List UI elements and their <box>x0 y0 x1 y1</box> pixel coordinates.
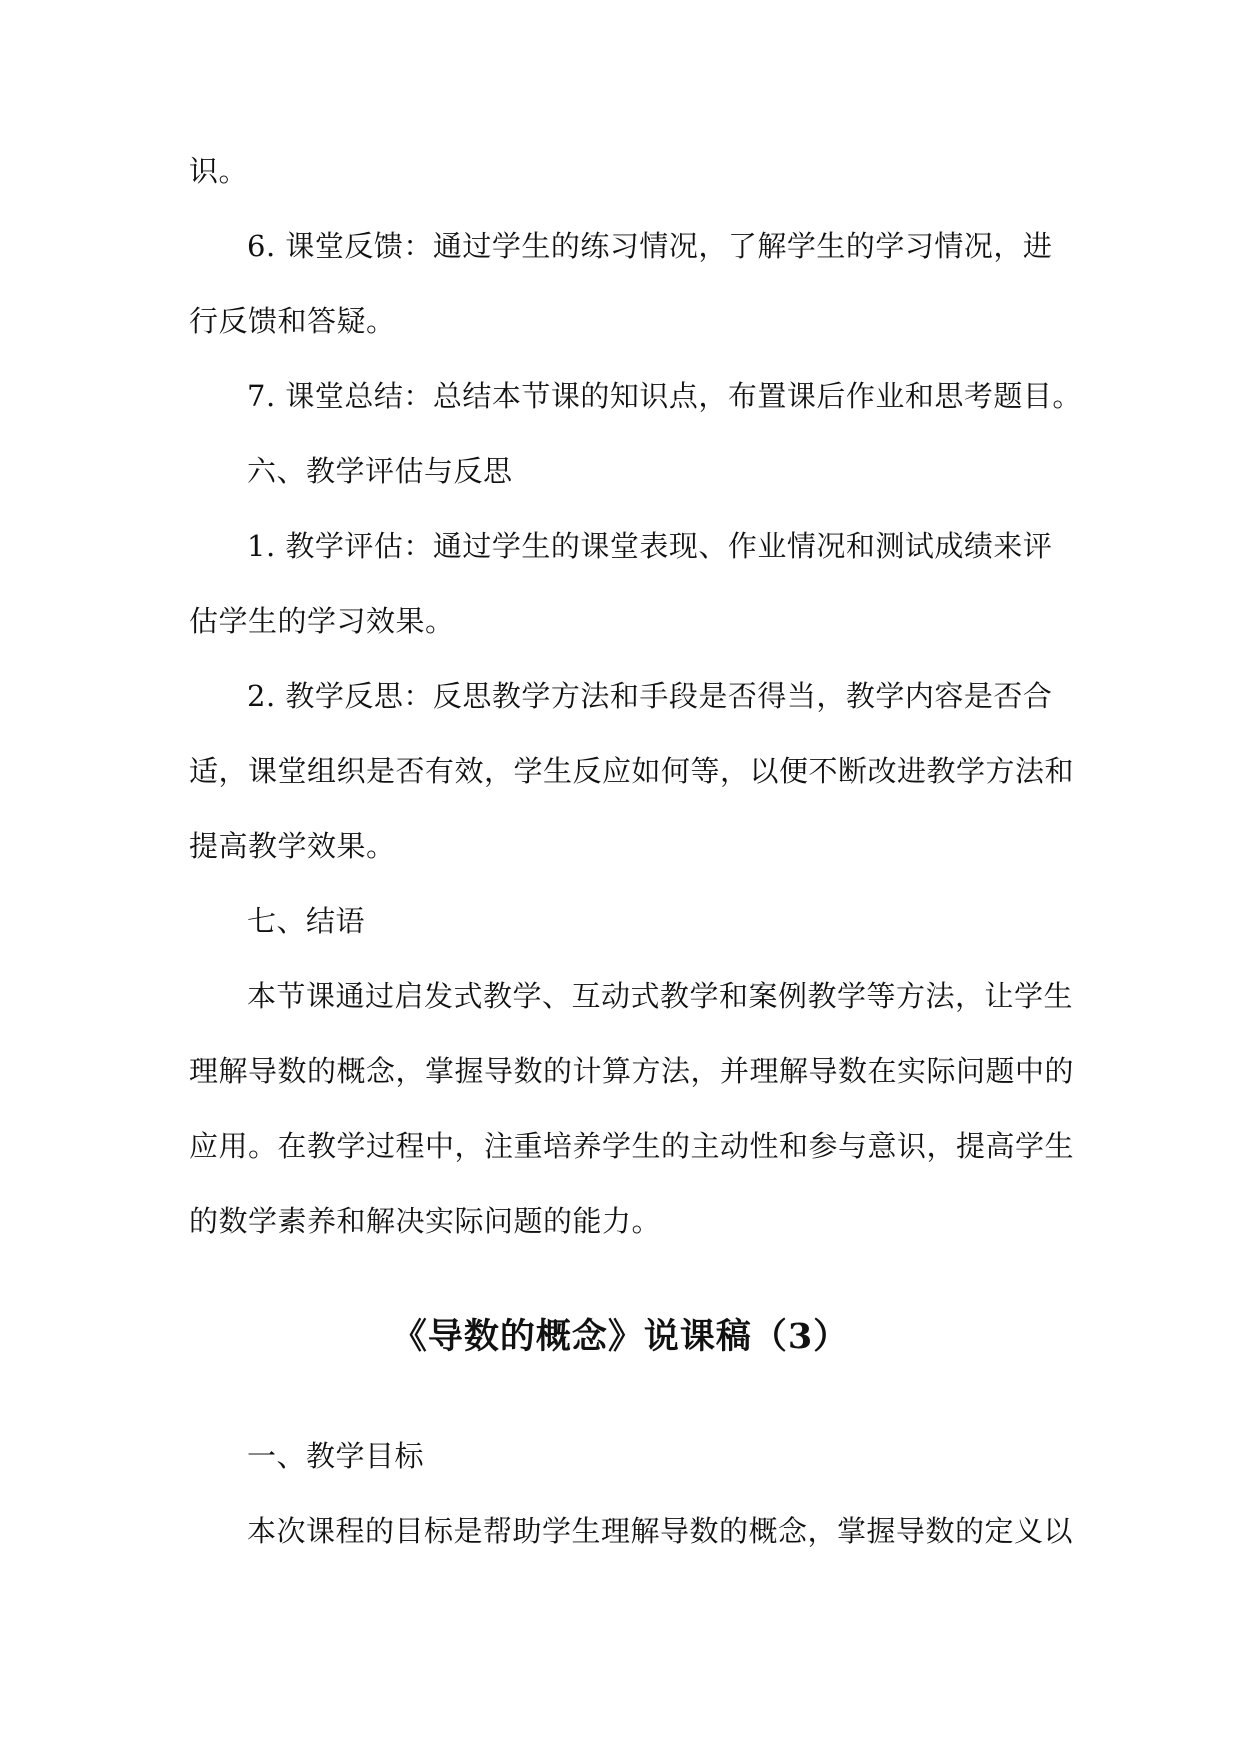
body-line: 的数学素养和解决实际问题的能力。 <box>189 1204 662 1238</box>
body-line: 行反馈和答疑。 <box>189 304 396 338</box>
body-line: 理解导数的概念，掌握导数的计算方法，并理解导数在实际问题中的 <box>189 1054 1075 1088</box>
section-heading-7: 七、结语 <box>247 904 366 938</box>
list-item-6: 6. 课堂反馈：通过学生的练习情况，了解学生的学习情况，进 <box>247 229 1053 263</box>
section-heading-1: 一、教学目标 <box>247 1439 425 1473</box>
body-line: 应用。在教学过程中，注重培养学生的主动性和参与意识，提高学生 <box>189 1129 1075 1163</box>
body-line: 适，课堂组织是否有效，学生反应如何等，以便不断改进教学方法和 <box>189 754 1075 788</box>
list-item-7: 7. 课堂总结：总结本节课的知识点，布置课后作业和思考题目。 <box>247 379 1082 413</box>
list-item-2: 2. 教学反思：反思教学方法和手段是否得当，教学内容是否合 <box>247 679 1053 713</box>
body-line: 估学生的学习效果。 <box>189 604 455 638</box>
list-item-1: 1. 教学评估：通过学生的课堂表现、作业情况和测试成绩来评 <box>247 529 1053 563</box>
body-line: 提高教学效果。 <box>189 829 396 863</box>
paragraph-start: 本次课程的目标是帮助学生理解导数的概念，掌握导数的定义以 <box>247 1514 1074 1548</box>
document-title: 《导数的概念》说课稿（3） <box>391 1316 850 1357</box>
paragraph-start: 本节课通过启发式教学、互动式教学和案例教学等方法，让学生 <box>247 979 1074 1013</box>
section-heading-6: 六、教学评估与反思 <box>247 454 513 488</box>
body-line: 识。 <box>189 154 249 188</box>
